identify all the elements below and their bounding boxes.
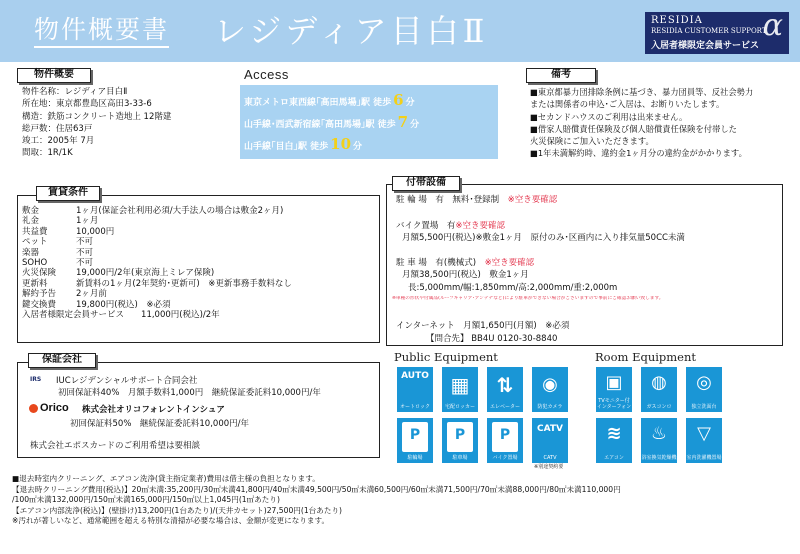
facility-contact: 【問合先】 BB4U 0120-30-8840 — [426, 334, 558, 344]
document-title: 物件概要書 — [34, 14, 169, 48]
lease-row: 共益費 10,000円 — [22, 226, 115, 237]
footer-line: 【退去時クリーニング費用(税込)】20㎡未満:35,200円/30㎡未満41,800円/40㎡未満49,500円/50㎡未満60,500円/60㎡未満71,500円/70㎡未満88,000円/80㎡未満110,000円 — [12, 484, 621, 494]
guarantor-company1-terms: 初回保証料40% 月額手数料1,000円 継続保証委託料10,000円/年 — [58, 388, 321, 398]
lease-row: 火災保険 19,000円/2年(東京海上ミレア保険) — [22, 268, 215, 279]
remark-line: 火災保険にご加入いただきます。 — [530, 136, 654, 147]
guarantor-note: 株式会社エポスカードのご利用希望は要相談 — [30, 441, 201, 451]
overview-block — [22, 86, 171, 160]
room-equipment-heading: Room Equipment — [595, 350, 697, 364]
access-heading: Access — [244, 67, 289, 82]
public-equipment-heading: Public Equipment — [394, 350, 498, 364]
residia-logo — [645, 12, 789, 54]
facility-bicycle: 駐 輪 場 有 無料･登録制 ※空き要確認 — [396, 195, 558, 205]
lease-row: SOHO 不可 — [22, 258, 94, 269]
header-banner — [0, 0, 800, 62]
facility-bike: バイク置場 有※空き要確認 — [396, 221, 505, 231]
lease-member-row: 入居者様限定会員サービス 11,000円(税込)/2年 — [22, 310, 220, 321]
footer-line: /100㎡未満132,000円/150㎡未満165,000円/150㎡以上1,045円(1㎡あたり) — [12, 495, 280, 504]
access-route: 山手線｢目白｣駅 徒歩 10 分 — [244, 135, 363, 153]
remarks-block — [530, 86, 753, 160]
orico-dot-icon — [29, 404, 38, 413]
irs-logo: IRS — [30, 376, 42, 383]
property-name-title: レジディア目白Ⅱ — [214, 12, 489, 50]
logo-line1: RESIDIA — [651, 15, 703, 26]
lease-row: 更新料 新賃料の1ヶ月(2年契約･更新可) ※更新事務手数料なし — [22, 278, 292, 289]
footer-line: ※汚れが著しいなど、通常範囲を超える特別な清掃が必要な場合は、金額が変更になります。 — [12, 516, 330, 525]
overview-line: 間取：1R/1K — [22, 148, 73, 159]
lease-row: 鍵交換費 19,800円(税込) ※必須 — [22, 299, 171, 310]
access-route: 東京メトロ東西線｢高田馬場｣駅 徒歩 6 分 — [244, 91, 415, 109]
access-panel — [240, 85, 498, 159]
guarantor-company1: IUCレジデンシャルサポート合同会社 — [56, 376, 198, 386]
lease-tag: 賃貸条件 — [36, 186, 100, 201]
lease-row: 楽器 不可 — [22, 247, 94, 258]
bathroom-dryer-icon: ♨ 浴室換気乾燥機 — [641, 418, 677, 463]
air-conditioner-icon: ≋ エアコン — [596, 418, 632, 463]
guarantor-tag: 保証会社 — [28, 353, 96, 368]
logo-line2: RESIDIA CUSTOMER SUPPORT — [651, 27, 767, 35]
footer-notes — [12, 474, 797, 527]
gas-stove-icon: ◍ ガスコンロ — [641, 367, 677, 412]
facility-parking-detail1: 月額38,500円(税込) 敷金1ヶ月 — [402, 270, 529, 280]
access-route: 山手線･西武新宿線｢高田馬場｣駅 徒歩 7 分 — [244, 113, 420, 131]
overview-tag: 物件概要 — [17, 68, 91, 83]
guarantor-company2-terms: 初回保証料50% 継続保証委託料10,000円/年 — [70, 419, 249, 429]
catv-icon: CATV CATV — [532, 418, 568, 463]
lease-row: 敷金 1ヶ月(保証会社利用必須/大手法人の場合は敷金2ヶ月) — [22, 206, 284, 216]
lease-block — [22, 206, 292, 320]
remark-line: ■東京都暴力団排除条例に基づき、暴力団員等、反社会勢力 — [530, 87, 754, 97]
bike-parking-icon: P バイク置場 — [487, 418, 523, 463]
footer-line: ■退去時室内クリーニング、エアコン洗浄(貸主指定業者)費用は借主様の負担となります。 — [12, 474, 320, 483]
overview-line: 竣工：2005年 7月 — [22, 136, 95, 147]
remark-line: ■1年未満解約時、違約金1ヶ月分の違約金がかかります。 — [530, 148, 747, 159]
car-parking-icon: P 駐車場 — [442, 418, 478, 463]
intercom-icon: ▣ TVモニター付インターフォン — [596, 367, 632, 412]
lease-row: ペット 不可 — [22, 237, 94, 248]
bicycle-parking-icon: P 駐輪場 — [397, 418, 433, 463]
remarks-tag: 備考 — [526, 68, 596, 83]
facility-parking-detail2: 長:5,000mm/幅:1,850mm/高:2,000mm/重:2,000m — [408, 283, 618, 293]
overview-line: 所在地：東京都豊島区高田3-33-6 — [22, 99, 152, 110]
facility-internet: インターネット 月額1,650円(月額) ※必須 — [396, 321, 570, 331]
parking-notice: ※車種の形状や付属品(ルーフキャリア･アンテナなど)により駐車ができない場合がございますので事前にご確認お願い致します。 — [392, 296, 664, 301]
facility-parking: 駐 車 場 有(機械式) ※空き要確認 — [396, 258, 535, 268]
washing-machine-space-icon: ▽ 室内洗濯機置場 — [686, 418, 722, 463]
logo-line3: 入居者様限定会員サービス — [651, 41, 760, 51]
guarantor-company2: 株式会社オリコフォレントインシュア — [82, 405, 225, 415]
overview-line: 総戸数：住居63戸 — [22, 123, 93, 134]
delivery-locker-icon: ▦ 宅配ロッカー — [442, 367, 478, 412]
remark-line: ■セカンドハウスのご利用は出来ません。 — [530, 111, 688, 122]
remark-line: ■借家人賠償責任保険及び個人賠償責任保険を付帯した — [530, 123, 737, 134]
alpha-mark: α — [762, 12, 783, 43]
orico-logo: Orico — [40, 402, 69, 414]
overview-line: 物件名称：レジディア目白Ⅱ — [22, 87, 128, 97]
security-camera-icon: ◉ 防犯カメラ — [532, 367, 568, 412]
lease-row: 礼金 1ヶ月 — [22, 216, 99, 227]
remark-line: または関係者の申込･ご入居は、お断りいたします。 — [530, 99, 725, 110]
autolock-icon: AUTO オートロック — [397, 367, 433, 412]
facility-bike-detail: 月額5,500円(税込)※敷金1ヶ月 原付のみ･区画内に入り排気量50CC未満 — [402, 233, 685, 243]
elevator-icon: ⇅ エレベーター — [487, 367, 523, 412]
facilities-tag: 付帯設備 — [392, 176, 460, 191]
washbasin-icon: ◎ 独立洗面台 — [686, 367, 722, 412]
public-equipment-footnote: ※別途契約要 — [534, 464, 564, 470]
lease-row: 解約予告 2ヶ月前 — [22, 289, 107, 300]
overview-line: 構造：鉄筋コンクリート造地上 12階建 — [22, 111, 172, 122]
footer-line: 【エアコン内部洗浄(税込)】(壁掛け)13,200円(1台あたり)/(天井カセット)27,500円(1台あたり) — [12, 505, 343, 515]
